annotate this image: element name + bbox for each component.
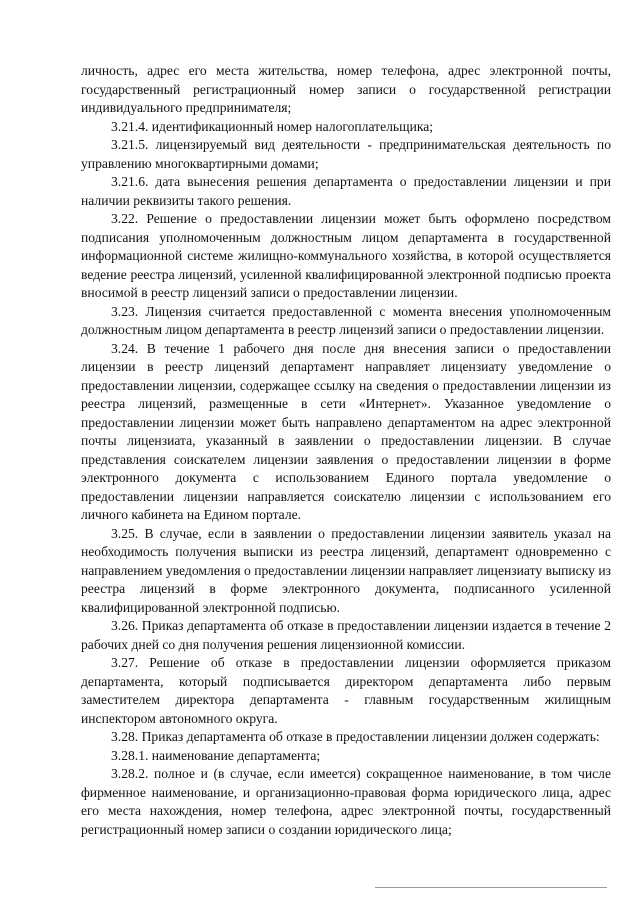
paragraph-3-28-2: 3.28.2. полное и (в случае, если имеется) сокращенное наименование, в том числе фирменное наименование, и организационно-правовая форма юридического лица, адрес его места нахождения, номер телефона, адрес электронной почты, государственный регистрационный номер записи о создании юридического лица; <box>81 766 611 837</box>
paragraph-3-28: 3.28. Приказ департамента об отказе в предоставлении лицензии должен содержать: <box>111 729 600 744</box>
paragraph-3-27: 3.27. Решение об отказе в предоставлении лицензии оформляется приказом департамента, который подписывается директором департамента либо первым заместителем директора департамента - главным государственным жилищным инспектором автономного округа. <box>81 655 611 726</box>
paragraph-3-21-4: 3.21.4. идентификационный номер налогоплательщика; <box>111 118 434 134</box>
paragraph-3-22: 3.22. Решение о предоставлении лицензии может быть оформлено посредством подписания уполномоченным должностным лицом департамента в государственной информационной системе жилищно-коммунального хозяйства, в которой осуществляется ведение реестра лицензий, усиленной квалифицированной электронной подписью проекта вносимой в реестр лицензий записи о предоставлении лицензии. <box>81 211 611 300</box>
paragraph-3-25: 3.25. В случае, если в заявлении о предоставлении лицензии заявитель указал на необходимость получения выписки из реестра лицензий, департамент одновременно с направлением уведомления о предоставлении лицензии направляет лицензиату выписку из реестра лицензий в форме электронного документа, подписанного усиленной квалифицированной электронной подписью. <box>81 525 611 615</box>
paragraph-3-28-1: 3.28.1. наименование департамента; <box>111 747 321 763</box>
paragraph-3-21-5: 3.21.5. лицензируемый вид деятельности - предпринимательская деятельность по управлению многоквартирными домами; <box>81 137 611 171</box>
paragraph-3-21-6: 3.21.6. дата вынесения решения департамента о предоставлении лицензии и при наличии реквизиты такого решения. <box>81 174 611 208</box>
paragraph-3-24: 3.24. В течение 1 рабочего дня после дня внесения записи о предоставлении лицензии в реестр лицензий департамент направляет лицензиату уведомление о предоставлении лицензии, содержащее ссылку на сведения о предоставлении лицензии из реестра лицензий, размещенные в сети «Интернет». Указанное уведомление о предоставлении лицензии может быть направлено департаментом на адрес электронной почты лицензиата, указанный в заявлении о предоставлении лицензии. В случае представления соискателем лицензии заявления о предоставлении лицензии в форме электронного документа с использованием Единого портала уведомление о предоставлении лицензии направляется соискателю лицензии с использованием его личного кабинета на Едином портале. <box>81 340 611 522</box>
paragraph-3-26: 3.26. Приказ департамента об отказе в предоставлении лицензии издается в течение 2 рабочих дней со дня получения решения лицензионной комиссии. <box>81 618 611 652</box>
paragraph-3-23: 3.23. Лицензия считается предоставленной с момента внесения уполномоченным должностным лицом департамента в реестр лицензий записи о предоставлении лицензии. <box>81 303 611 337</box>
document-body <box>81 62 611 839</box>
paragraph-continuation: личность, адрес его места жительства, номер телефона, адрес электронной почты, государственный регистрационный номер записи о государственной регистрации индивидуального предпринимателя; <box>81 63 611 115</box>
footer-rule <box>375 887 607 888</box>
